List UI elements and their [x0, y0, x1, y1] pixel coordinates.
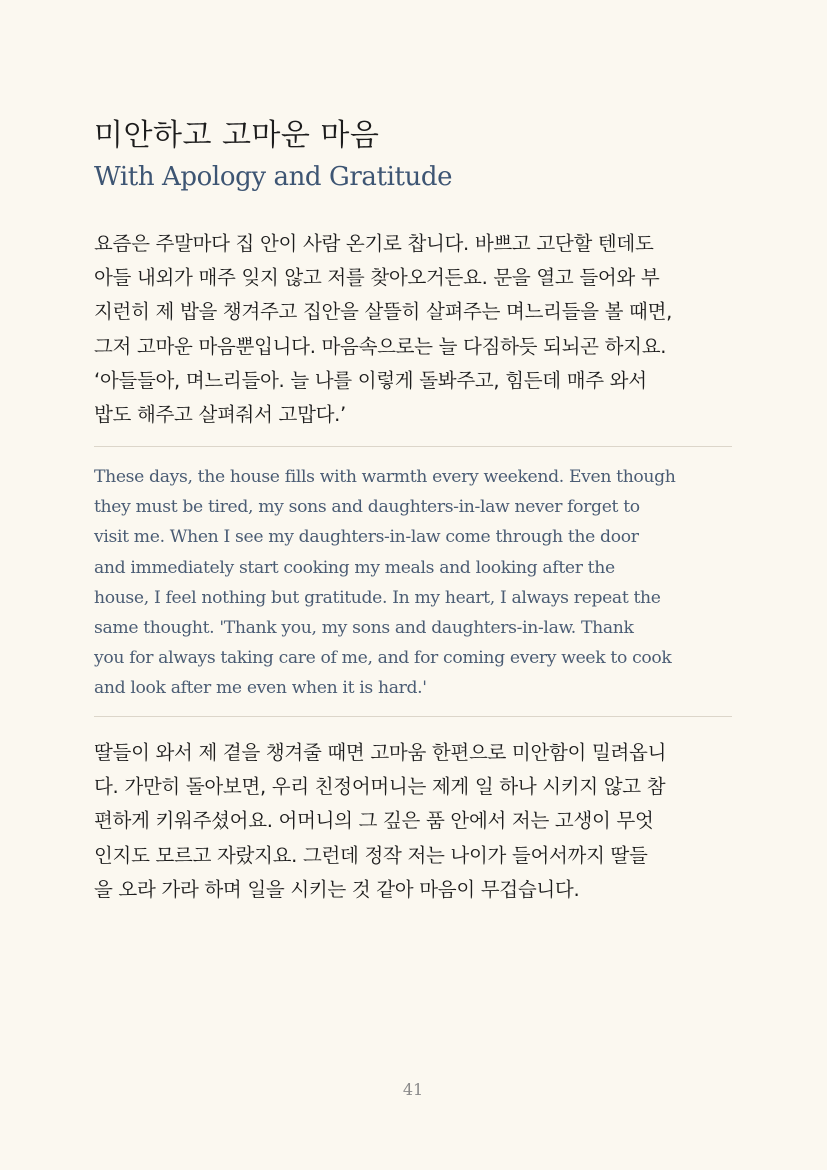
- paragraph-line: 밥도 해주고 살펴줘서 고맙다.’: [94, 402, 346, 426]
- paragraph-korean-2: [94, 736, 734, 907]
- paragraph-english: [94, 462, 734, 704]
- paragraph-korean-1: [94, 227, 734, 432]
- paragraph-line: 요즘은 주말마다 집 안이 사람 온기로 찹니다. 바쁘고 고단할 텐데도: [94, 232, 654, 255]
- title-english: With Apology and Gratitude: [94, 162, 453, 192]
- title-korean: 미안하고 고마운 마음: [94, 118, 380, 153]
- paragraph-line: house, I feel nothing but gratitude. In my heart, I always repeat the: [94, 587, 661, 608]
- paragraph-line: 편하게 키워주셨어요. 어머니의 그 깊은 품 안에서 저는 고생이 무엇: [94, 809, 654, 833]
- paragraph-line: 딸들이 와서 제 곁을 챙겨줄 때면 고마움 한편으로 미안함이 밀려옵니: [94, 741, 667, 764]
- paragraph-line: same thought. 'Thank you, my sons and daughters-in-law. Thank: [94, 617, 634, 638]
- paragraph-line: 다. 가만히 돌아보면, 우리 친정어머니는 제게 일 하나 시키지 않고 참: [94, 775, 666, 799]
- paragraph-line: These days, the house fills with warmth every weekend. Even though: [94, 467, 676, 487]
- paragraph-line: and look after me even when it is hard.': [94, 678, 427, 699]
- paragraph-line: 을 오라 가라 하며 일을 시키는 것 같아 마음이 무겁습니다.: [94, 877, 580, 901]
- paragraph-line: visit me. When I see my daughters-in-law come through the door: [94, 527, 639, 548]
- divider-top: [94, 446, 732, 447]
- page-number: 41: [402, 1080, 424, 1099]
- paragraph-line: ‘아들들아, 며느리들아. 늘 나를 이렇게 돌봐주고, 힘든데 매주 와서: [94, 368, 647, 392]
- paragraph-line: 지런히 제 밥을 챙겨주고 집안을 살뜰히 살펴주는 며느리들을 볼 때면,: [94, 300, 673, 324]
- paragraph-line: 인지도 모르고 자랐지요. 그런데 정작 저는 나이가 들어서까지 딸들: [94, 843, 648, 867]
- divider-bottom: [94, 716, 732, 717]
- paragraph-line: and immediately start cooking my meals and looking after the: [94, 557, 615, 578]
- paragraph-line: you for always taking care of me, and for coming every week to cook: [94, 648, 672, 669]
- paragraph-line: they must be tired, my sons and daughters-in-law never forget to: [94, 497, 640, 518]
- paragraph-line: 그저 고마운 마음뿐입니다. 마음속으로는 늘 다짐하듯 되뇌곤 하지요.: [94, 334, 667, 358]
- paragraph-line: 아들 내외가 매주 잊지 않고 저를 찾아오거든요. 문을 열고 들어와 부: [94, 266, 660, 290]
